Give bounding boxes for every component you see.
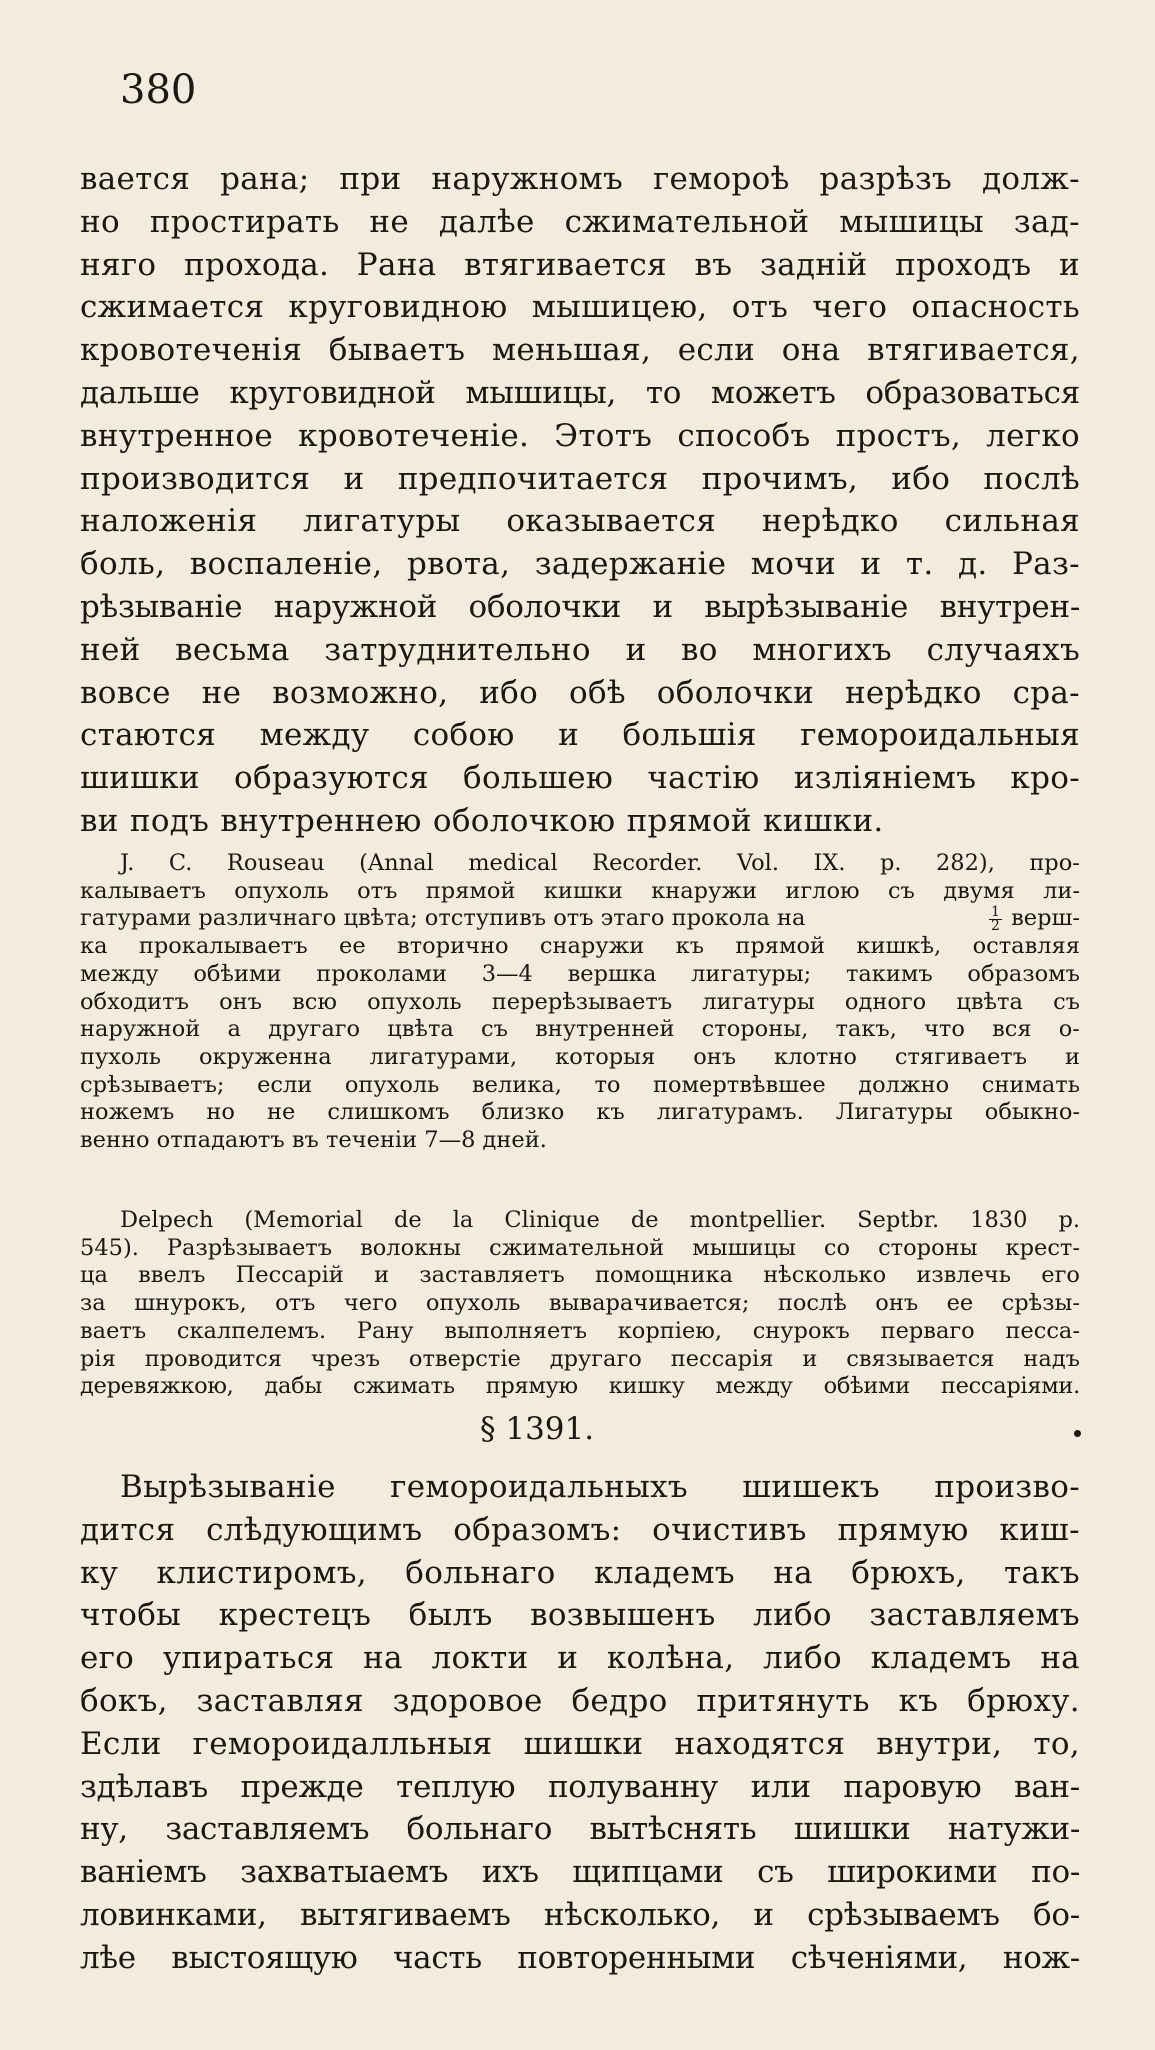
note-line: венно отпадаютъ въ теченiи 7—8 дней. <box>80 1127 547 1154</box>
paragraph-line: дальше круговидной мышицы, то можетъ образоваться <box>80 374 1080 411</box>
note-line: J. C. Rouseau (Annal medical Recorder. Vol. IX. p. 282), про- <box>120 850 1080 876</box>
note-line: срѣзываетъ; если опухоль велика, то помертвѣвшее должно снимать <box>80 1071 1080 1098</box>
paragraph-line: бокъ, заставляя здоровое бедро притянуть къ брюху. <box>80 1682 1080 1719</box>
paragraph-line: ловинками, вытягиваемъ нѣсколько, и срѣзываемъ бо- <box>80 1896 1080 1933</box>
note-line: деревяжкою, дабы сжимать прямую кишку между обѣими пессарiями. <box>80 1373 1080 1400</box>
note-line: 545). Разрѣзываетъ волокны сжимательной мышицы со стороны крест- <box>80 1234 1080 1261</box>
note-line: ваетъ скалпелемъ. Рану выполняетъ корпiею, снурокъ перваго песса- <box>80 1317 1080 1344</box>
paragraph-line: ну, заставляемъ больнаго вытѣснять шишки натужи- <box>80 1811 1080 1848</box>
note-line: калываетъ опухоль отъ прямой кишки кнаружи иглою съ двумя ли- <box>80 877 1080 904</box>
paragraph-line: Вырѣзыванiе гемороидальныхъ шишекъ произво- <box>120 1469 1080 1505</box>
note-line: за шнурокъ, отъ чего опухоль выварачивается; послѣ онъ ее срѣзы- <box>80 1290 1080 1317</box>
note-line <box>80 905 1080 933</box>
margin-dot <box>1074 1430 1081 1437</box>
fraction-one-half <box>989 903 1002 934</box>
paragraph-1 <box>80 158 1080 843</box>
note-line: обходитъ онъ всю опухоль перерѣзываетъ лигатуры одного цвѣта съ <box>80 988 1080 1015</box>
paragraph-line: его упираться на локти и колѣна, либо кладемъ на <box>80 1640 1080 1677</box>
note-line: рiя проводится чрезъ отверстiе другаго пессарiя и связывается надъ <box>80 1345 1080 1372</box>
fraction-with-word <box>987 905 1080 933</box>
paragraph-line: ней весьма затруднительно и во многихъ случаяхъ <box>80 631 1080 668</box>
paragraph-line: но простирать не далѣе сжимательной мышицы зад- <box>80 203 1080 240</box>
paragraph-line: сжимается круговидною мышицею, отъ чего опасность <box>80 289 1080 326</box>
footnote-rouseau <box>80 850 1080 1155</box>
paragraph-line: дится слѣдующимъ образомъ: очистивъ прямую киш- <box>80 1511 1080 1548</box>
note-line: ножемъ но не слишкомъ близко къ лигатурамъ. Лигатуры обыкно- <box>80 1099 1080 1126</box>
paragraph-line: Если гемороидалльныя шишки находятся внутри, то, <box>80 1725 1080 1762</box>
note-line: ка прокалываетъ ее вторично снаружи къ прямой кишкѣ, оставляя <box>80 933 1080 960</box>
paragraph-line: ванiемъ захватыаемъ ихъ щипцами съ широкими по- <box>80 1854 1080 1891</box>
note-line: Delpech (Memorial de la Clinique de montpellier. Septbr. 1830 p. <box>120 1207 1080 1233</box>
paragraph-line: кровотеченiя бываетъ меньшая, если она втягивается, <box>80 332 1080 369</box>
paragraph-line: шишки образуются большею частiю излiянiемъ кро- <box>80 760 1080 797</box>
fraction-numerator: 1 <box>991 903 1000 920</box>
paragraph-2 <box>80 1466 1080 1980</box>
fraction-denominator: 2 <box>991 917 1000 934</box>
paragraph-line: наложенiя лигатуры оказывается нерѣдко сильная <box>80 503 1080 540</box>
note-line: наружной а другаго цвѣта съ внутренней стороны, такъ, что вся о- <box>80 1016 1080 1043</box>
note-line: между обѣими проколами 3—4 вершка лигатуры; такимъ образомъ <box>80 960 1080 987</box>
paragraph-line: ку клистиромъ, больнаго кладемъ на брюхъ, такъ <box>80 1554 1080 1591</box>
note-line-end: верш- <box>1011 905 1080 932</box>
note-line-text: гатурами различнаго цвѣта; отступивъ отъ этаго прокола на <box>80 905 806 932</box>
paragraph-line: рѣзыванiе наружной оболочки и вырѣзыванiе внутрен- <box>80 588 1080 625</box>
paragraph-line: производится и предпочитается прочимъ, ибо послѣ <box>80 460 1080 497</box>
paragraph-line: лѣе выстоящую часть повторенными сѣченiями, нож- <box>80 1939 1080 1976</box>
note-line: ца ввелъ Пессарiй и заставляетъ помощника нѣсколько извлечь его <box>80 1262 1080 1289</box>
paragraph-line: чтобы крестецъ былъ возвышенъ либо заставляемъ <box>80 1597 1080 1634</box>
paragraph-line: вается рана; при наружномъ гемороѣ разрѣзъ долж- <box>80 161 1080 197</box>
page-number: 380 <box>120 67 197 113</box>
section-heading: § 1391. <box>480 1411 595 1447</box>
paragraph-line: боль, воспаленiе, рвота, задержанiе мочи и т. д. Раз- <box>80 546 1080 583</box>
paragraph-line: няго прохода. Рана втягивается въ заднiй проходъ и <box>80 246 1080 283</box>
footnote-delpech <box>80 1207 1080 1401</box>
paragraph-line: вовсе не возможно, ибо обѣ оболочки нерѣдко сра- <box>80 674 1080 711</box>
paragraph-line: внутренное кровотеченiе. Этотъ способъ простъ, легко <box>80 417 1080 454</box>
note-line: пухоль окруженна лигатурами, которыя онъ клотно стягиваетъ и <box>80 1043 1080 1070</box>
paragraph-line: здѣлавъ прежде теплую полуванну или паровую ван- <box>80 1768 1080 1805</box>
paragraph-line: ви подъ внутреннею оболочкою прямой кишки. <box>80 802 884 839</box>
paragraph-line: стаются между собою и большiя гемороидальныя <box>80 717 1080 754</box>
